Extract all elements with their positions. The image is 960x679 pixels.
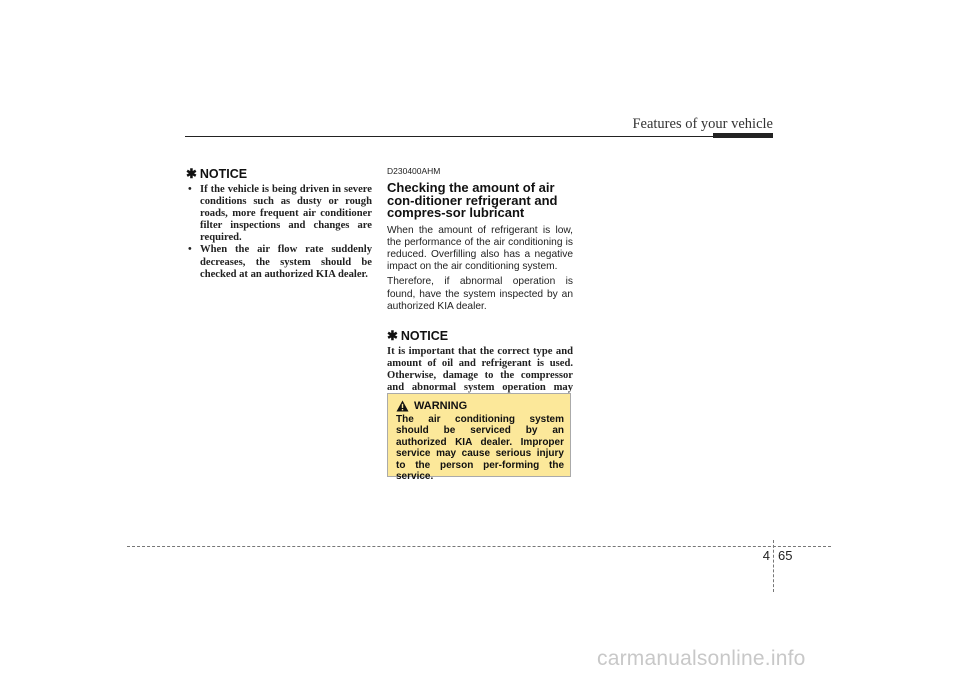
warning-heading — [396, 400, 564, 412]
footer-divider — [773, 540, 774, 592]
cross-asterisk-icon: ✱ — [387, 327, 398, 343]
notice-text: It is important that the correct type and amount of oil and refrigerant is used. Otherwise, damage to the compressor and abnormal system operation may — [387, 345, 573, 394]
warning-triangle-icon — [396, 400, 409, 412]
warning-box — [387, 393, 571, 483]
list-item — [186, 244, 372, 280]
footer-rule — [127, 546, 831, 547]
notice-heading-label: NOTICE — [199, 167, 248, 181]
bullet-icon: • — [188, 244, 192, 256]
notice-heading-label: NOTICE — [400, 328, 449, 343]
header-rule-accent — [713, 133, 773, 138]
page-number: 65 — [778, 548, 793, 563]
bullet-icon: • — [188, 184, 192, 195]
page-header-title: Features of your vehicle — [632, 116, 773, 132]
notice-heading — [186, 166, 372, 182]
section-title: Checking the amount of air con-ditioner refrigerant and compres-sor lubricant — [387, 180, 558, 220]
right-column — [387, 166, 573, 406]
notice-bullet-list — [186, 184, 372, 281]
bullet-text: When the air flow rate suddenly decreases, the system should be checked at an authorized KIA dealer. — [200, 244, 372, 280]
body-paragraph: Therefore, if abnormal operation is found, have the system inspected by an authorized KIA dealer. — [387, 276, 573, 312]
body-paragraph: When the amount of refrigerant is low, the performance of the air conditioning is reduced. Overfilling also has a negative impact on the air conditioning system. — [387, 224, 573, 273]
cross-asterisk-icon: ✱ — [186, 166, 197, 181]
section-code: D230400AHM — [387, 166, 441, 176]
chapter-number: 4 — [762, 548, 770, 563]
notice-heading — [387, 328, 573, 344]
watermark: carmanualsonline.info — [597, 647, 806, 670]
bullet-text: If the vehicle is being driven in severe conditions such as dusty or rough roads, more frequent air conditioner filter inspections and changes are required. — [200, 184, 372, 244]
left-column — [186, 166, 372, 281]
warning-text: The air conditioning system should be serviced by an authorized KIA dealer. Improper service may cause serious injury to the person per-forming the service. — [396, 414, 564, 483]
header-rule — [185, 136, 715, 137]
warning-heading-label: WARNING — [414, 400, 468, 412]
list-item — [186, 184, 372, 244]
